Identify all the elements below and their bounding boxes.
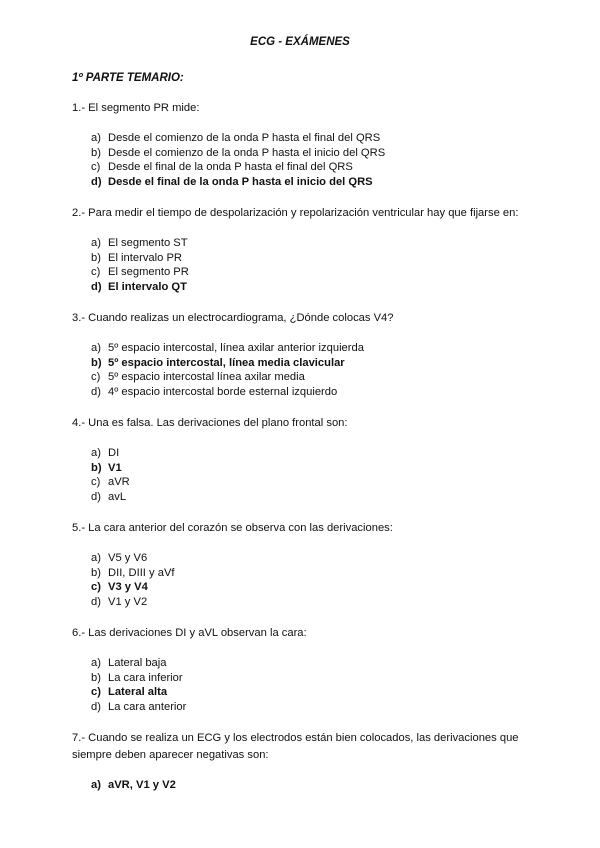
option-text: 5º espacio intercostal, línea axilar anterior izquierda <box>108 342 364 354</box>
option-text: avL <box>108 490 127 503</box>
option-list <box>72 131 532 189</box>
option-letter: d) <box>91 385 101 398</box>
option-list <box>72 446 532 504</box>
option-text: aVR, V1 y V2 <box>108 779 176 791</box>
option-item <box>91 356 532 371</box>
question-3 <box>72 310 532 399</box>
question-7 <box>72 730 532 793</box>
option-text: El intervalo QT <box>108 280 187 293</box>
option-text: 5º espacio intercostal, línea media clavicular <box>108 356 345 369</box>
option-item <box>91 160 532 175</box>
option-text: Desde el final de la onda P hasta el inicio del QRS <box>108 175 373 188</box>
option-text: Desde el comienzo de la onda P hasta el final del QRS <box>108 132 381 144</box>
option-letter: d) <box>91 490 101 503</box>
option-item <box>91 280 532 295</box>
option-item <box>91 656 532 671</box>
option-text: 5º espacio intercostal línea axilar media <box>108 371 305 383</box>
option-item <box>91 265 532 280</box>
option-text: 4º espacio intercostal borde esternal izquierdo <box>108 385 338 398</box>
option-letter: a) <box>91 237 101 249</box>
option-letter: a) <box>91 779 101 791</box>
option-letter: a) <box>91 552 101 564</box>
option-text: V1 y V2 <box>108 595 148 608</box>
option-text: El segmento ST <box>108 237 188 249</box>
option-text: El segmento PR <box>108 266 189 278</box>
option-letter: b) <box>91 356 102 369</box>
option-list <box>72 778 532 793</box>
option-text: La cara inferior <box>108 671 183 684</box>
option-letter: c) <box>91 581 101 593</box>
option-text: V3 y V4 <box>108 581 148 593</box>
question-text: 3.- Cuando realizas un electrocardiograma, ¿Dónde colocas V4? <box>72 312 394 324</box>
option-list <box>72 236 532 294</box>
option-letter: b) <box>91 461 102 474</box>
option-text: DI <box>108 447 120 459</box>
option-list <box>72 551 532 609</box>
option-text: Lateral baja <box>108 657 167 669</box>
question-4 <box>72 415 532 504</box>
question-2 <box>72 205 532 294</box>
option-item <box>91 700 532 715</box>
section-heading: 1º PARTE TEMARIO: <box>72 72 184 84</box>
question-text: 7.- Cuando se realiza un ECG y los electrodos están bien colocados, las derivaciones que siempre deben aparecer negativas son: <box>72 732 519 761</box>
option-letter: d) <box>91 700 101 713</box>
option-letter: c) <box>91 686 101 698</box>
option-item <box>91 475 532 490</box>
option-item <box>91 251 532 266</box>
option-item <box>91 595 532 610</box>
option-text: DII, DIII y aVf <box>108 566 175 579</box>
option-text: V1 <box>108 461 122 474</box>
question-5 <box>72 520 532 609</box>
option-letter: d) <box>91 280 102 293</box>
option-item <box>91 236 532 251</box>
option-item <box>91 685 532 700</box>
option-item <box>91 580 532 595</box>
option-list <box>72 341 532 399</box>
option-letter: d) <box>91 595 101 608</box>
option-letter: a) <box>91 132 101 144</box>
option-item <box>91 385 532 400</box>
option-letter: c) <box>91 161 101 173</box>
option-item <box>91 131 532 146</box>
option-letter: a) <box>91 657 101 669</box>
option-text: Desde el final de la onda P hasta el final del QRS <box>108 161 353 173</box>
option-item <box>91 566 532 581</box>
option-text: aVR <box>108 476 130 488</box>
option-item <box>91 551 532 566</box>
option-item <box>91 370 532 385</box>
option-item <box>91 175 532 190</box>
option-letter: b) <box>91 566 101 579</box>
option-item <box>91 490 532 505</box>
option-text: Desde el comienzo de la onda P hasta el inicio del QRS <box>108 146 386 159</box>
option-letter: c) <box>91 266 101 278</box>
option-item <box>91 461 532 476</box>
option-letter: a) <box>91 447 101 459</box>
option-text: Lateral alta <box>108 686 168 698</box>
document-title: ECG - EXÁMENES <box>250 36 350 48</box>
option-text: La cara anterior <box>108 700 187 713</box>
option-letter: c) <box>91 476 101 488</box>
option-letter: a) <box>91 342 101 354</box>
option-letter: b) <box>91 251 101 264</box>
question-1 <box>72 100 532 189</box>
option-item <box>91 778 532 793</box>
option-letter: b) <box>91 146 101 159</box>
question-text: 1.- El segmento PR mide: <box>72 102 200 114</box>
option-item <box>91 446 532 461</box>
option-text: El intervalo PR <box>108 251 182 264</box>
option-list <box>72 656 532 714</box>
question-text: 4.- Una es falsa. Las derivaciones del plano frontal son: <box>72 417 348 429</box>
question-text: 6.- Las derivaciones DI y aVL observan la cara: <box>72 627 307 639</box>
option-item <box>91 671 532 686</box>
option-text: V5 y V6 <box>108 552 148 564</box>
option-letter: d) <box>91 175 102 188</box>
question-6 <box>72 625 532 714</box>
option-letter: c) <box>91 371 101 383</box>
option-item <box>91 146 532 161</box>
option-letter: b) <box>91 671 101 684</box>
question-text: 5.- La cara anterior del corazón se observa con las derivaciones: <box>72 522 393 534</box>
question-list <box>72 100 532 809</box>
question-text: 2.- Para medir el tiempo de despolarización y repolarización ventricular hay que fijarse en: <box>72 207 519 219</box>
option-item <box>91 341 532 356</box>
